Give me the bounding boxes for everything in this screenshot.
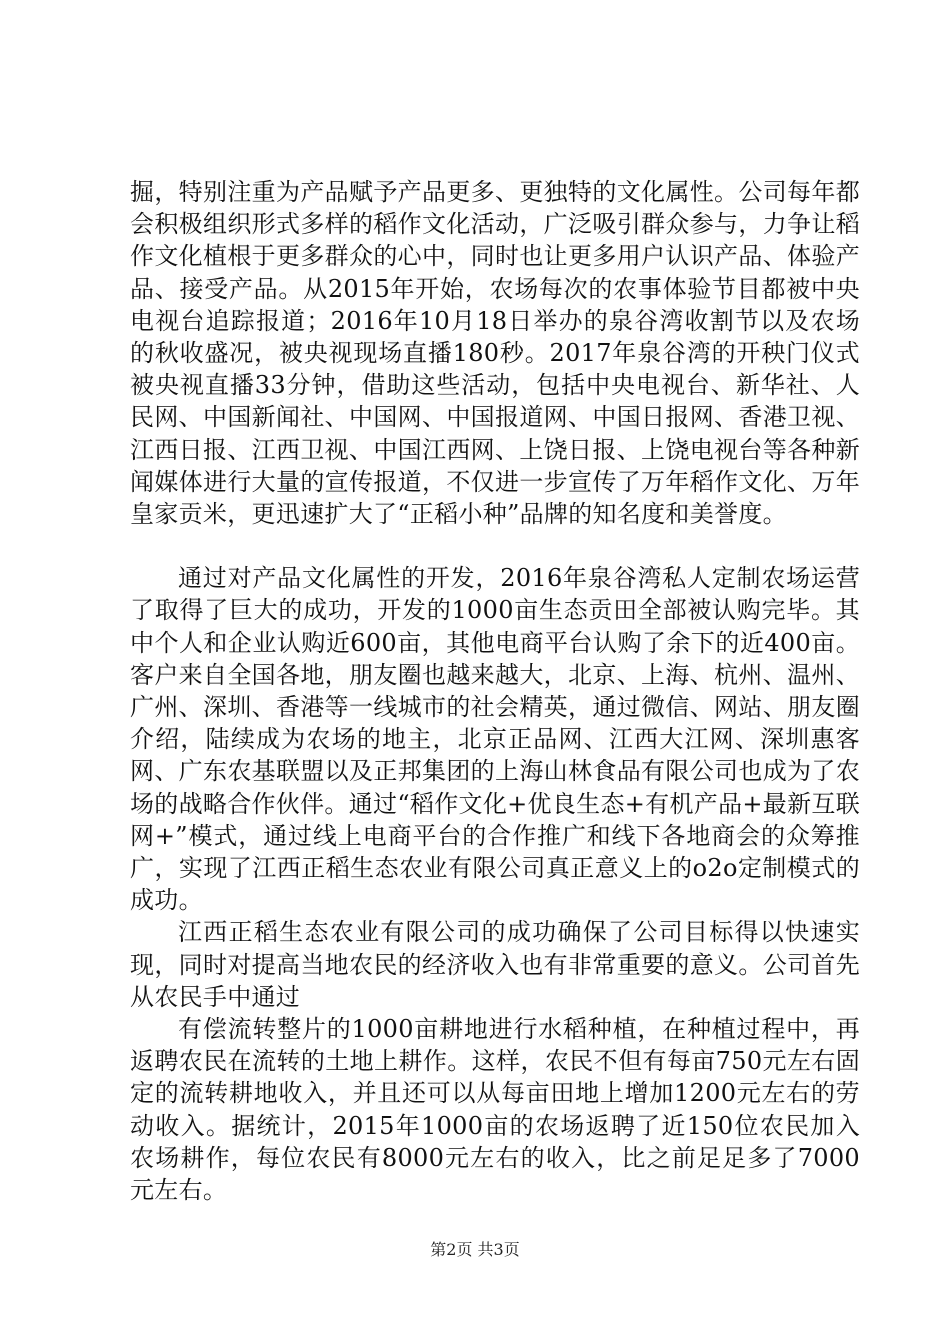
document-body xyxy=(130,176,860,1206)
paragraph-2: 通过对产品文化属性的开发，2016年泉谷湾私人定制农场运营了取得了巨大的成功，开发的1000亩生态贡田全部被认购完毕。其中个人和企业认购近600亩，其他电商平台认购了余下的近400亩。客户来自全国各地，朋友圈也越来越大，北京、上海、杭州、温州、广州、深圳、香港等一线城市的社会精英，通过微信、网站、朋友圈介绍，陆续成为农场的地主，北京正品网、江西大江网、深圳惠客网、广东农基联盟以及正邦集团的上海山林食品有限公司也成为了农场的战略合作伙伴。通过“稻作文化+优良生态+有机产品+最新互联网+”模式，通过线上电商平台的合作推广和线下各地商会的众筹推广，实现了江西正稻生态农业有限公司真正意义上的o2o定制模式的成功。 xyxy=(130,564,860,915)
page-footer: 第2页 共3页 xyxy=(430,1240,520,1259)
paragraph-3: 江西正稻生态农业有限公司的成功确保了公司目标得以快速实现，同时对提高当地农民的经济收入也有非常重要的意义。公司首先从农民手中通过 xyxy=(130,918,860,1011)
paragraph-4: 有偿流转整片的1000亩耕地进行水稻种植，在种植过程中，再返聘农民在流转的土地上耕作。这样，农民不但有每亩750元左右固定的流转耕地收入，并且还可以从每亩田地上增加1200元左右的劳动收入。据统计，2015年1000亩的农场返聘了近150位农民加入农场耕作，每位农民有8000元左右的收入，比之前足足多了7000元左右。 xyxy=(130,1015,860,1205)
paragraph-gap xyxy=(130,530,860,562)
paragraph-1: 掘，特别注重为产品赋予产品更多、更独特的文化属性。公司每年都会积极组织形式多样的稻作文化活动，广泛吸引群众参与，力争让稻作文化植根于更多群众的心中，同时也让更多用户认识产品、体验产品、接受产品。从2015年开始，农场每次的农事体验节目都被中央电视台追踪报道；2016年10月18日举办的泉谷湾收割节以及农场的秋收盛况，被央视现场直播180秒。2017年泉谷湾的开秧门仪式被央视直播33分钟，借助这些活动，包括中央电视台、新华社、人民网、中国新闻社、中国网、中国报道网、中国日报网、香港卫视、江西日报、江西卫视、中国江西网、上饶日报、上饶电视台等各种新闻媒体进行大量的宣传报道，不仅进一步宣传了万年稻作文化、万年皇家贡米，更迅速扩大了“正稻小种”品牌的知名度和美誉度。 xyxy=(130,178,860,529)
